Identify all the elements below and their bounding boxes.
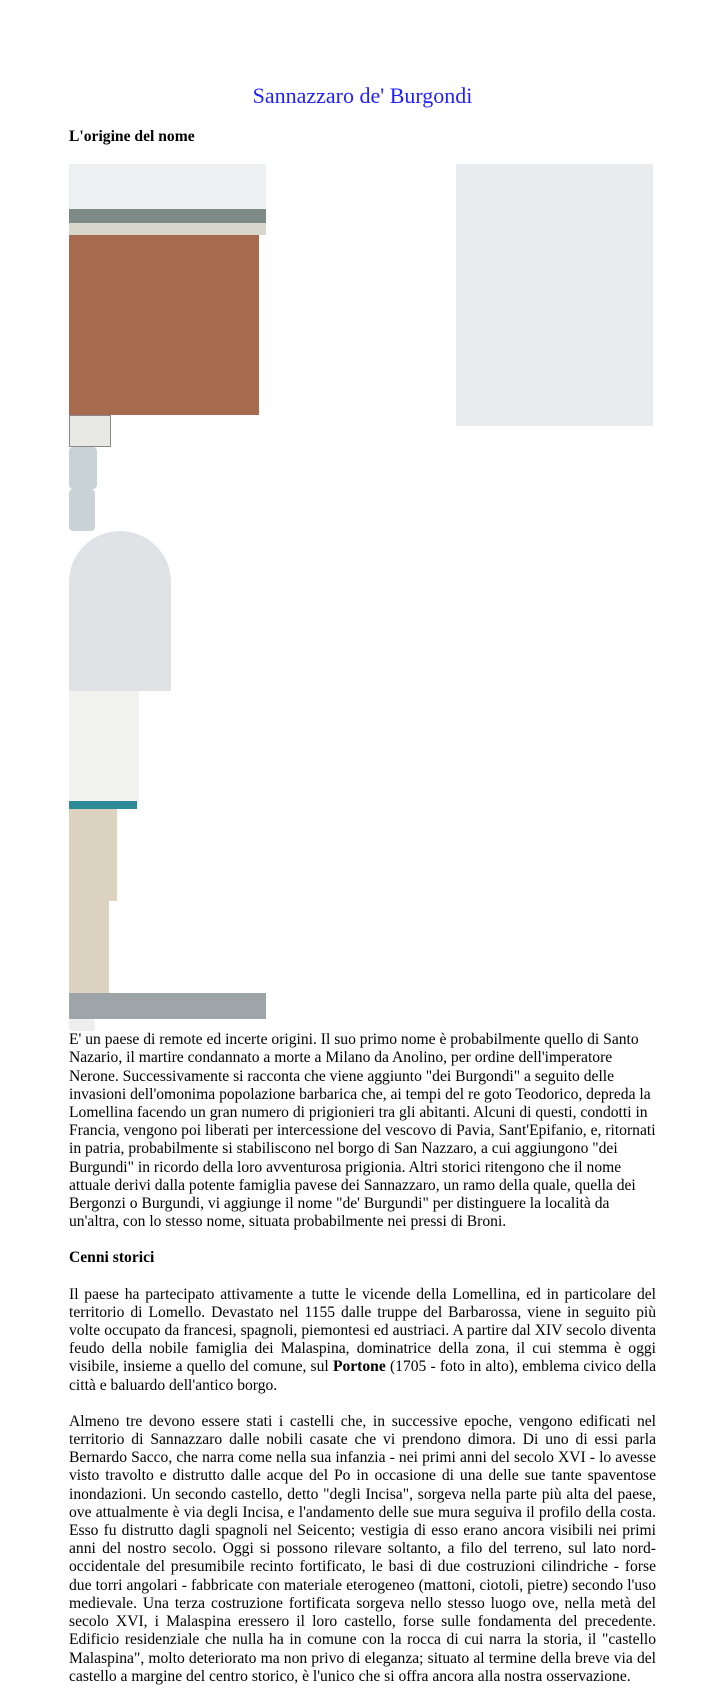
history-paragraph-1: Il paese ha partecipato attivamente a tutte le vicende della Lomellina, ed in particolare del territorio di Lomello. Devastato nel 1155 dalle truppe del Barbarossa, viene in seguito più volte occupato da francesi, spagnoli, piemontesi ed austriaci. A partire dal XIV secolo diventa feudo della nobile famiglia dei Malaspina, dominatrice della zona, il cui stemma è oggi visibile, insieme a quello del comune, sul Portone (1705 - foto in alto), emblema civico della città e baluardo dell'antico borgo. — [69, 1285, 656, 1394]
portone-emphasis: Portone — [332, 1358, 386, 1376]
section-heading-history: Cenni storici — [69, 1249, 155, 1267]
history-paragraph-2: Almeno tre devono essere stati i castelli che, in successive epoche, vengono edificati nel territorio di Sannazzaro dalle nobili casate che vi prendono dimora. Di uno di essi parla Bernardo Sacco, che narra come nella sua infanzia - nei primi anni del secolo XVI - lo avesse visto travolto e distrutto dalle acque del Po in occasione di una delle sue tante spaventose inondazioni. Un secondo castello, detto "degli Incisa", sorgeva nella parte più alta del paese, ove attualmente è via degli Incisa, e l'andamento delle sue mura seguiva il profilo della costa. Esso fu distrutto dagli spagnoli nel Seicento; vestigia di esso erano ancora visibili nei primi anni del nostro secolo. Oggi si possono rilevare soltanto, a filo del terreno, sul lato nord-occidentale del presumibile recinto fortificato, le basi di due costruzioni cilindriche - forse due torri angolari - fabbricate con materiale eterogeneo (mattoni, ciotoli, pietre) secondo l'uso medievale. Una terza costruzione fortificata sorgeva nello stesso luogo ove, nella metà del secolo XVI, i Malaspina eressero il loro castello, forse sulle fondamenta del precedente. Edificio residenziale che nulla ha in comune con la rocca di cui narra la storia, il "castello Malaspina", molto deteriorato ma non privo di eleganza; situato al termine della breve via del castello a margine del centro storico, è l'unico che si offra ancora alla nostra osservazione. — [69, 1412, 656, 1685]
document: Sannazzaro de' Burgondi L'origine del nome E' un paese di remote ed incerte origini. Il suo primo nome è probabilmente quello di Santo Nazario, il martire condannato a morte a Milano da Anolino, per ordine dell'imperatore Nerone. Successivamente si racconta che viene aggiunto "dei Burgondi" a seguito delle invasioni dell'omonima popolazione barbarica che, ai tempi del re goto Teodorico, depreda la Lomellina facendo un gran numero di prigionieri tra gli abitanti. Alcuni di questi, condotti in Francia, vengono poi liberati per intercessione del vescovo di Pavia, Sant'Epifanio, e, ritornati in patria, probabilmente si stabiliscono nel borgo di San Nazzaro, a cui aggiungono "dei Burgundi" in ricordo della loro avventurosa prigionia. Altri storici ritengono che il nome attuale derivi dalla potente famiglia pavese dei Sannazzaro, un ramo della quale, quella dei Bergonzi o Burgundi, vi aggiunge il nome "de' Burgundi" per distinguere la località da un'altra, con lo stesso nome, situata probabilmente nei pressi di Broni. Cenni storici Il paese ha partecipato attivamente a tutte le vicende della Lomellina, ed in particolare del territorio di Lomello. Devastato nel 1155 dalle truppe del Barbarossa, viene in seguito più volte occupato da francesi, spagnoli, piemontesi ed austriaci. A partire dal XIV secolo diventa feudo della nobile famiglia dei Malaspina, dominatrice della zona, il cui stemma è oggi visibile, insieme a quello del comune, sul Portone (1705 - foto in alto), emblema civico della città e baluardo dell'antico borgo. Almeno tre devono essere stati i castelli che, in successive epoche, vengono edificati nel territorio di Sannazzaro dalle nobili casate che vi prendono dimora. Di uno di essi parla Bernardo Sacco, che narra come nella sua infanzia - nei primi anni del secolo XVI - lo avesse visto travolto e distrutto dalle acque del Po in occasione di una delle sue tante spaventose inondazioni. Un secondo castello, detto "degli Incisa", sorgeva nella parte più alta del paese, ove attualmente è via degli Incisa, e l'andamento delle sue mura seguiva il profilo della costa. Esso fu distrutto dagli spagnoli nel Seicento; vestigia di esso erano ancora visibili nei primi anni del nostro secolo. Oggi si possono rilevare soltanto, a filo del terreno, sul lato nord-occidentale del presumibile recinto fortificato, le basi di due costruzioni cilindriche - forse due torri angolari - fabbricate con materiale eterogeneo (mattoni, ciotoli, pietre) secondo l'uso medievale. Una terza costruzione fortificata sorgeva nello stesso luogo ove, nella metà del secolo XVI, i Malaspina eressero il loro castello, forse sulle fondamenta del precedente. Edificio residenziale che nulla ha in comune con la rocca di cui narra la storia, il "castello Malaspina", molto deteriorato ma non privo di eleganza; situato al termine della breve via del castello a margine del centro storico, è l'unico che si offra ancora alla nostra osservazione. — [69, 83, 656, 1685]
portone-photo — [456, 164, 653, 426]
page-title: Sannazzaro de' Burgondi — [252, 83, 473, 108]
section-heading-origin: L'origine del nome — [69, 128, 195, 145]
